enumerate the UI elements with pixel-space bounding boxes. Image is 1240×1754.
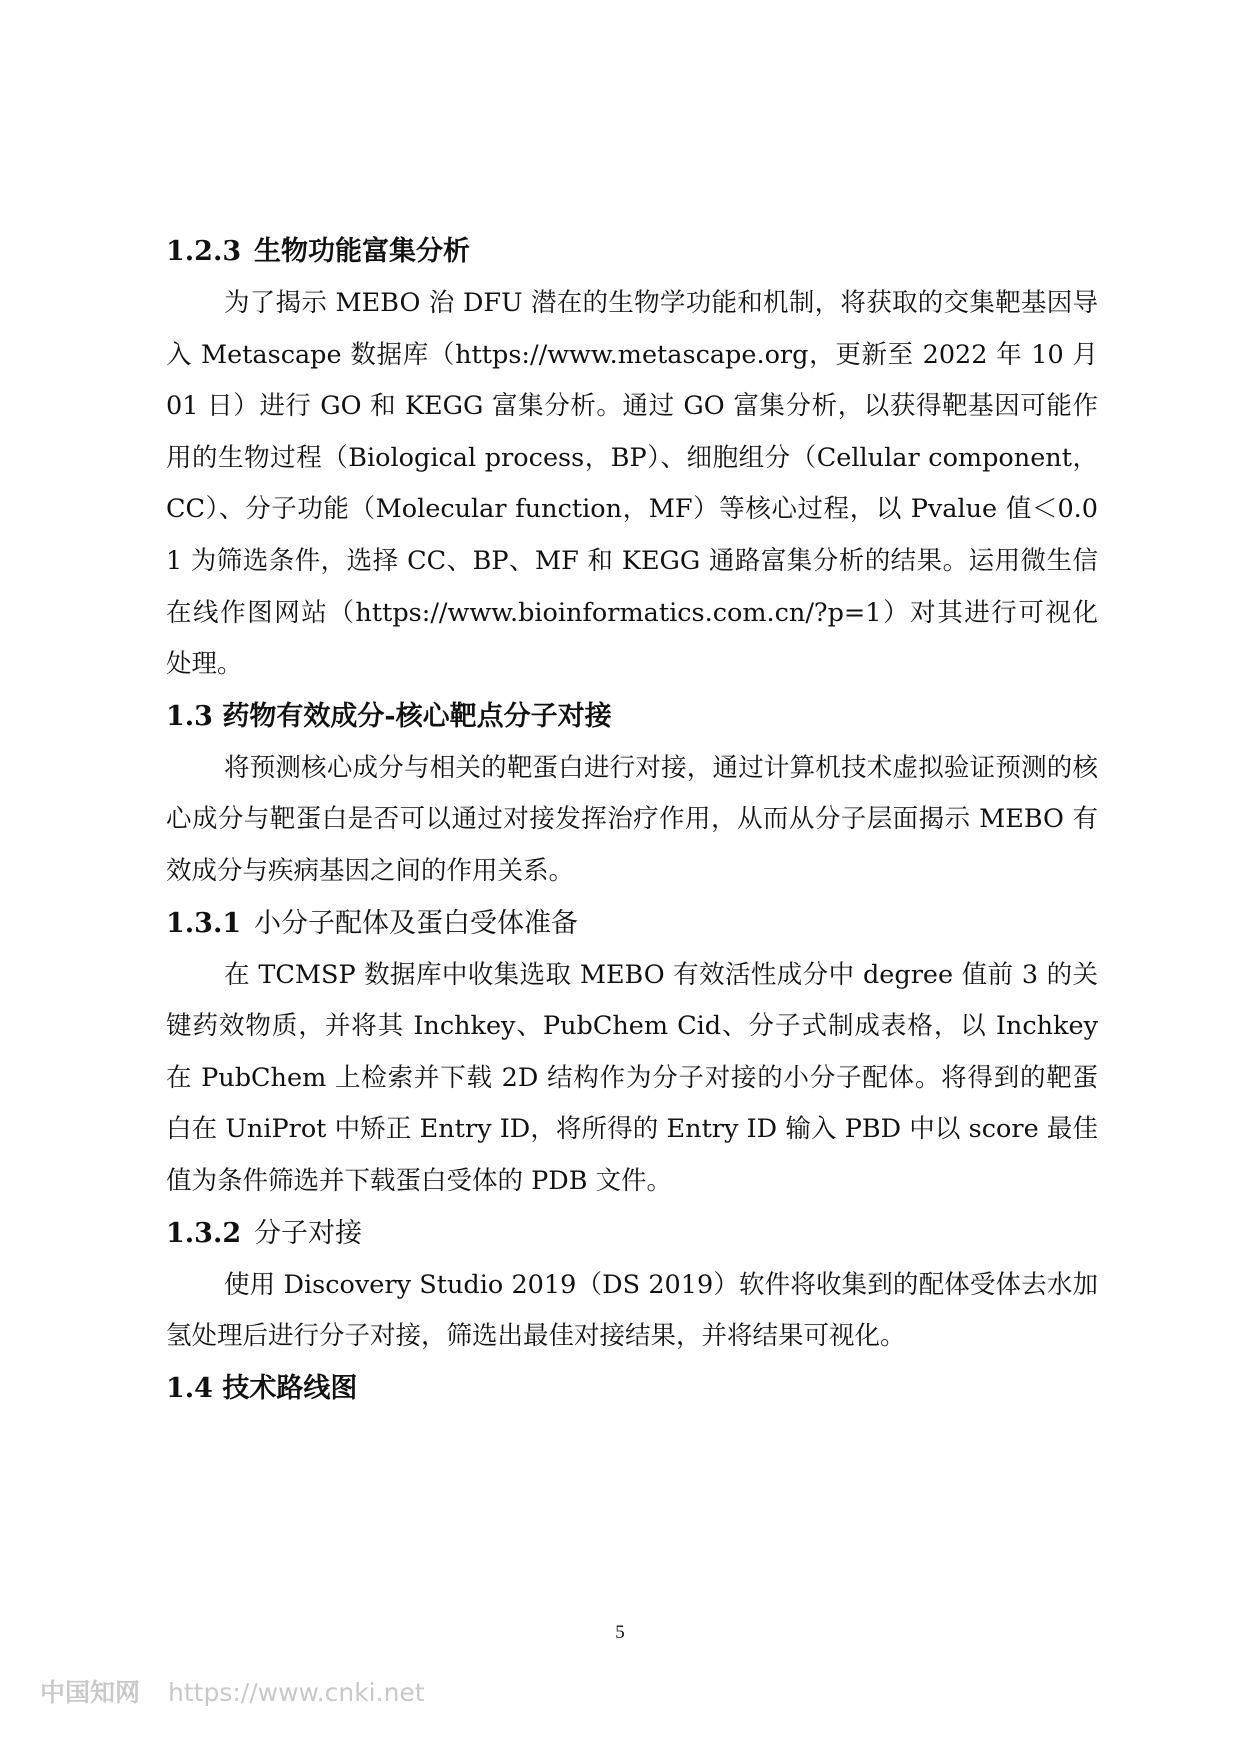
page-number: 5 (615, 1622, 625, 1643)
cnki-watermark (40, 1673, 425, 1709)
paragraph: 在 TCMSP 数据库中收集选取 MEBO 有效活性成分中 degree 值前 3 的关键药效物质，并将其 Inchkey、PubChem Cid、分子式制成表格，以 Inchkey 在 PubChem 上检索并下载 2D 结构作为分子对接的小分子配体。将得到的靶蛋白在 UniProt 中矫正 Entry ID，将所得的 Entry ID 输入 PBD 中以 score 最佳值为条件筛选并下载蛋白受体的 PDB 文件。 (166, 959, 1098, 1196)
section-title: 技术路线图 (222, 1372, 358, 1404)
watermark-url: https://www.cnki.net (168, 1678, 425, 1707)
section-title: 分子对接 (254, 1217, 362, 1249)
section-number: 1.3 (166, 700, 213, 732)
paragraph: 为了揭示 MEBO 治 DFU 潜在的生物学功能和机制，将获取的交集靶基因导入 Metascape 数据库（https://www.metascape.org，更新至 2022 年 10 月 01 日）进行 GO 和 KEGG 富集分析。通过 GO 富集分析，以获得靶基因可能作用的生物过程（Biological process，BP）、细胞组分（Cellular component，CC）、分子功能（Molecular function，MF）等核心过程，以 Pvalue 值＜0.01 为筛选条件，选择 CC、BP、MF 和 KEGG 通路富集分析的结果。运用微生信在线作图网站（https://www.bioinformatics.com.cn/?p=1）对其进行可视化处理。 (166, 288, 1098, 680)
watermark-logo: 中国知网 (40, 1678, 141, 1707)
paragraph: 将预测核心成分与相关的靶蛋白进行对接，通过计算机技术虚拟验证预测的核心成分与靶蛋白是否可以通过对接发挥治疗作用，从而从分子层面揭示 MEBO 有效成分与疾病基因之间的作用关系。 (166, 752, 1098, 886)
section-number: 1.3.2 (166, 1217, 242, 1249)
section-number: 1.3.1 (166, 907, 242, 939)
section-heading-1-3-1 (166, 898, 1098, 950)
section-number: 1.2.3 (166, 236, 242, 267)
section-heading-1-4 (166, 1363, 1098, 1415)
section-number: 1.4 (166, 1372, 213, 1404)
paragraph: 使用 Discovery Studio 2019（DS 2019）软件将收集到的配体受体去水加氢处理后进行分子对接，筛选出最佳对接结果，并将结果可视化。 (166, 1269, 1098, 1352)
section-heading-1-3-2 (166, 1208, 1098, 1260)
section-heading-1-2-3 (166, 226, 1098, 278)
section-title: 小分子配体及蛋白受体准备 (254, 907, 578, 939)
section-title: 药物有效成分-核心靶点分子对接 (222, 700, 612, 732)
page-content (166, 226, 1098, 1415)
section-title: 生物功能富集分析 (254, 236, 470, 267)
section-heading-1-3 (166, 691, 1098, 743)
